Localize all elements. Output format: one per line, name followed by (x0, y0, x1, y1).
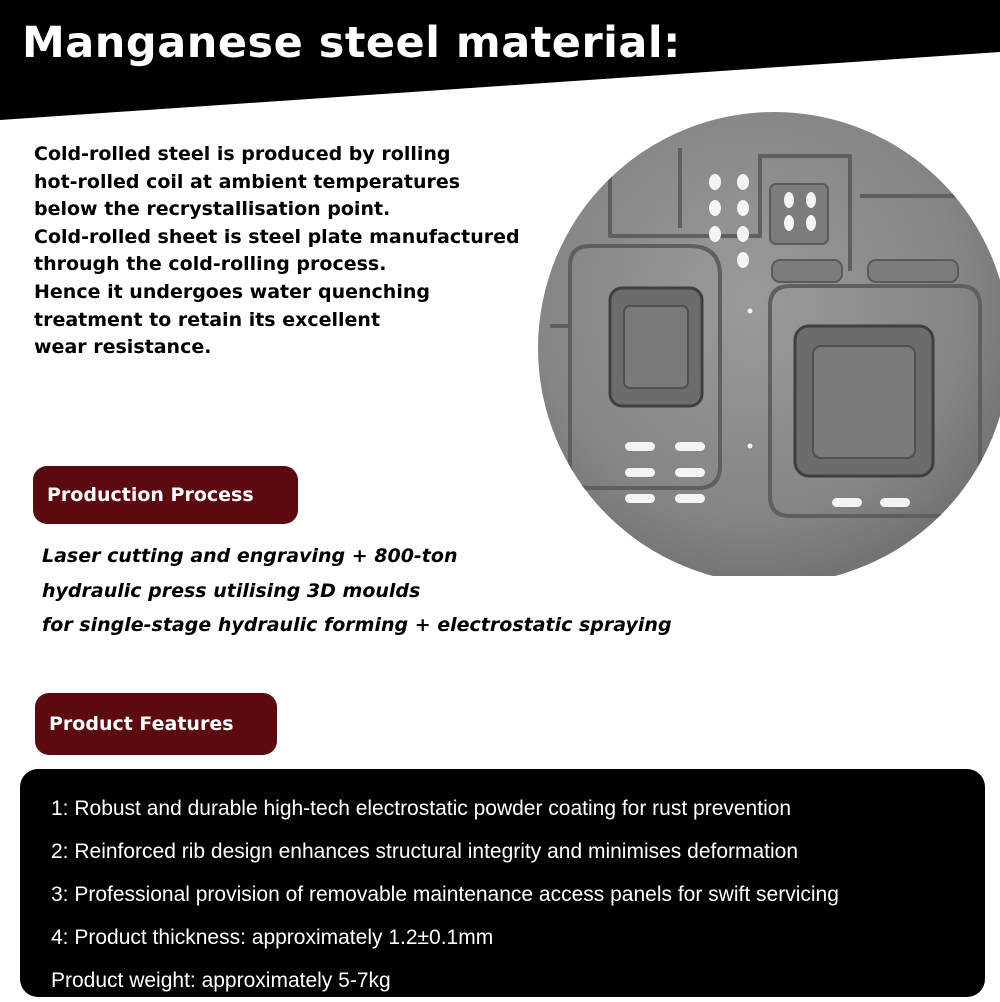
intro-line: Hence it undergoes water quenching (34, 280, 430, 303)
production-process-text (42, 539, 742, 643)
features-panel (20, 769, 985, 997)
intro-line: below the recrystallisation point. (34, 198, 391, 221)
feature-item: 1: Robust and durable high-tech electrostatic powder coating for rust prevention (51, 797, 792, 820)
intro-line: Cold-rolled sheet is steel plate manufactured (34, 225, 520, 248)
product-features-label: Product Features (35, 693, 277, 755)
feature-item: 3: Professional provision of removable maintenance access panels for swift servicing (51, 883, 839, 906)
feature-item: Product weight: approximately 5-7kg (51, 969, 391, 992)
process-line: hydraulic press utilising 3D moulds (42, 579, 421, 602)
feature-item: 2: Reinforced rib design enhances structural integrity and minimises deformation (51, 840, 799, 863)
production-process-label: Production Process (33, 466, 298, 524)
intro-line: Cold-rolled steel is produced by rolling (34, 143, 451, 165)
intro-line: wear resistance. (34, 336, 212, 359)
skid-plate-image (520, 96, 1000, 576)
process-line: Laser cutting and engraving + 800-ton (42, 545, 458, 567)
intro-text (34, 141, 554, 362)
process-line: for single-stage hydraulic forming + electrostatic spraying (42, 614, 672, 636)
feature-item: 4: Product thickness: approximately 1.2±0.1mm (51, 926, 494, 949)
intro-line: treatment to retain its excellent (34, 308, 381, 331)
page-title: Manganese steel material: (22, 18, 681, 68)
intro-line: hot-rolled coil at ambient temperatures (34, 170, 461, 193)
intro-line: through the cold-rolling process. (34, 253, 387, 276)
